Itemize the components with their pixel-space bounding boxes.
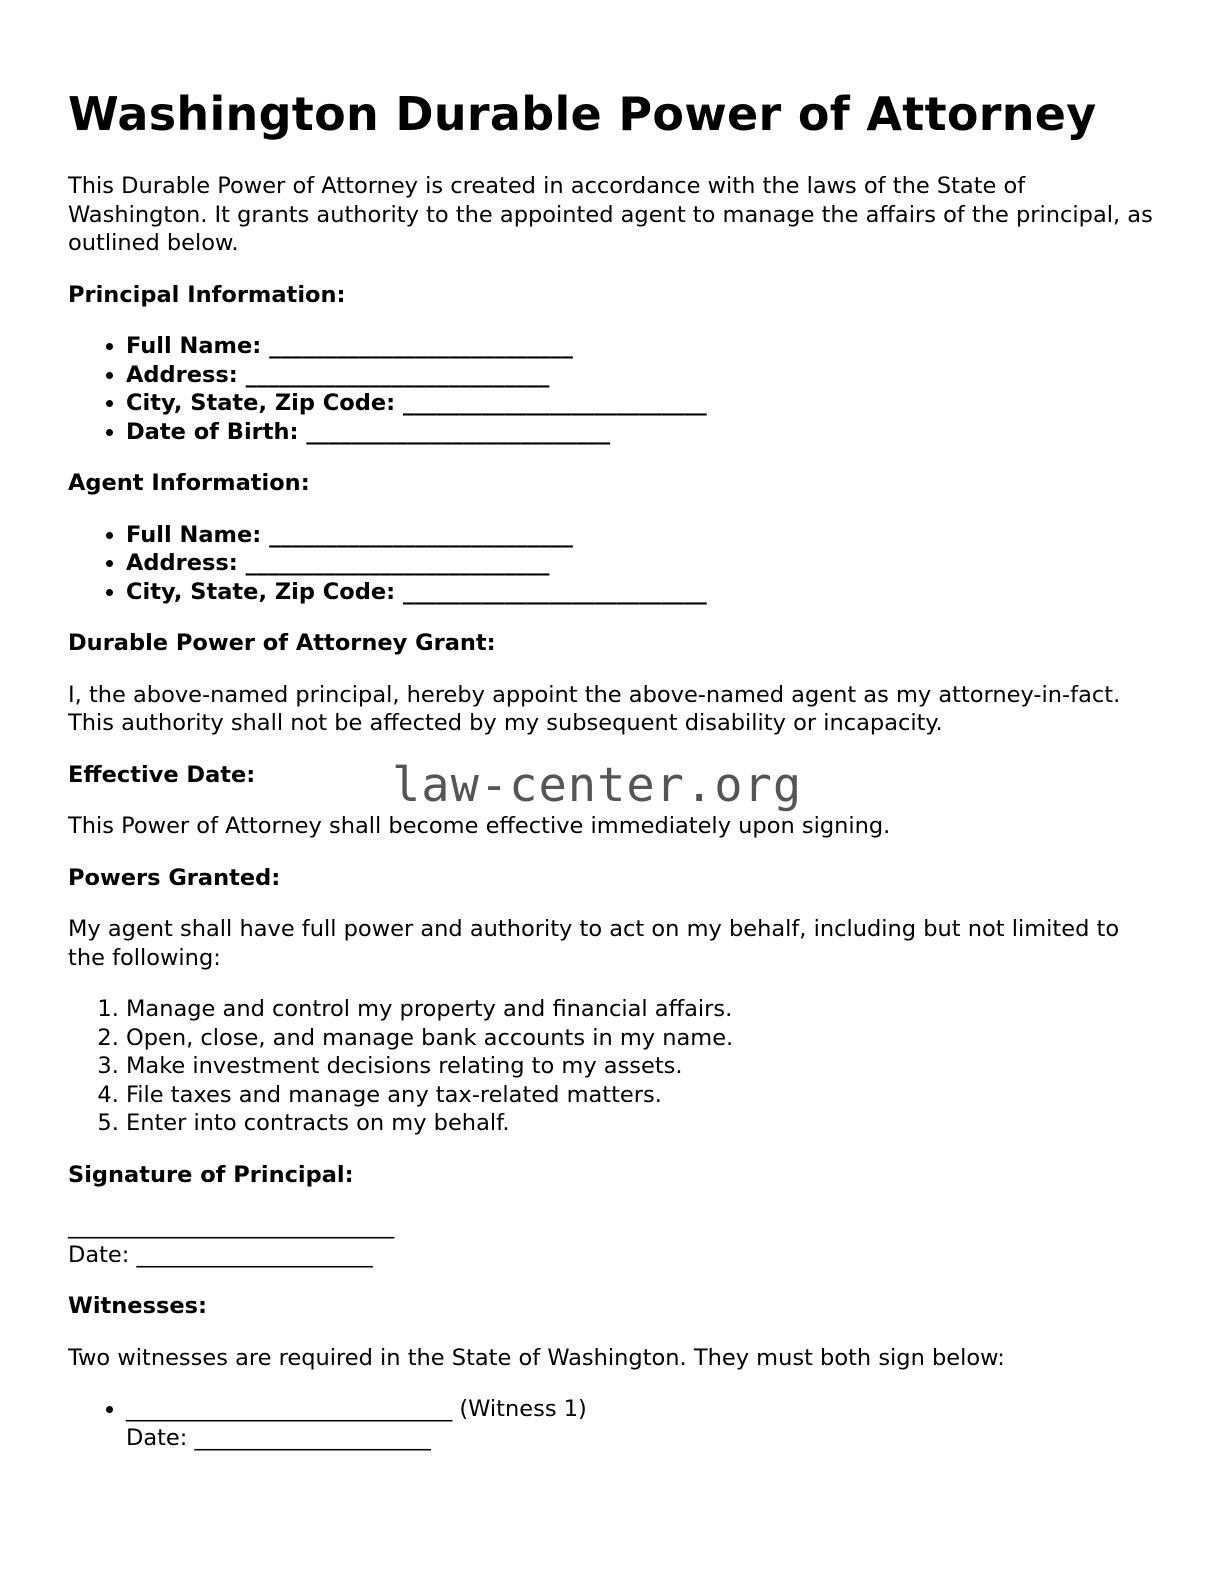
agent-city-state-zip-field: • City, State, Zip Code: ___________________________: [126, 578, 1158, 607]
power-item: 1. Manage and control my property and financial affairs.: [126, 995, 1158, 1024]
principal-signature-line: _____________________________: [68, 1213, 395, 1239]
power-item: 4. File taxes and manage any tax-related matters.: [126, 1081, 1158, 1110]
principal-full-name-field: • Full Name: ___________________________: [126, 332, 1158, 361]
principal-fields-list: [68, 332, 1158, 446]
principal-city-state-zip-field: • City, State, Zip Code: ___________________________: [126, 389, 1158, 418]
power-item: 2. Open, close, and manage bank accounts in my name.: [126, 1024, 1158, 1053]
witness-date-line: Date: _____________________: [126, 1424, 431, 1451]
principal-address-field: • Address: ___________________________: [126, 361, 1158, 390]
power-item: 5. Enter into contracts on my behalf.: [126, 1109, 1158, 1138]
principal-signature-date: Date: _____________________: [68, 1241, 373, 1268]
witnesses-list: [68, 1395, 1158, 1452]
witness-signature-line: • _____________________________ (Witness 1): [126, 1396, 587, 1422]
effective-date-paragraph: This Power of Attorney shall become effective immediately upon signing.: [68, 813, 891, 839]
watermark-text: law-center.org: [392, 758, 803, 813]
agent-heading: Agent Information:: [68, 470, 310, 496]
effective-date-heading: Effective Date:: [68, 761, 256, 788]
intro-paragraph: This Durable Power of Attorney is created in accordance with the laws of the State of Washington. It grants authority to the appointed agent to manage the affairs of the principal, as outlined below.: [68, 173, 1153, 256]
powers-heading: Powers Granted:: [68, 864, 281, 891]
agent-full-name-field: • Full Name: ___________________________: [126, 521, 1158, 550]
witness-item: [126, 1395, 1158, 1452]
grant-paragraph: I, the above-named principal, hereby appoint the above-named agent as my attorney-in-fact. This authority shall not be affected by my subsequent disability or incapacity.: [68, 681, 1121, 736]
principal-signature-block: [68, 1212, 1158, 1269]
principal-date-of-birth-field: • Date of Birth: ___________________________: [126, 418, 1158, 447]
powers-list: [68, 995, 1158, 1138]
signature-heading: Signature of Principal:: [68, 1161, 354, 1188]
witnesses-heading: Witnesses:: [68, 1293, 207, 1319]
witnesses-paragraph: Two witnesses are required in the State of Washington. They must both sign below:: [68, 1344, 1005, 1371]
agent-fields-list: [68, 521, 1158, 607]
principal-heading: Principal Information:: [68, 281, 346, 308]
powers-paragraph: My agent shall have full power and authority to act on my behalf, including but not limited to the following:: [68, 916, 1120, 971]
grant-heading: Durable Power of Attorney Grant:: [68, 630, 496, 656]
power-item: 3. Make investment decisions relating to my assets.: [126, 1052, 1158, 1081]
document-title: Washington Durable Power of Attorney: [68, 87, 1097, 141]
agent-address-field: • Address: ___________________________: [126, 549, 1158, 578]
